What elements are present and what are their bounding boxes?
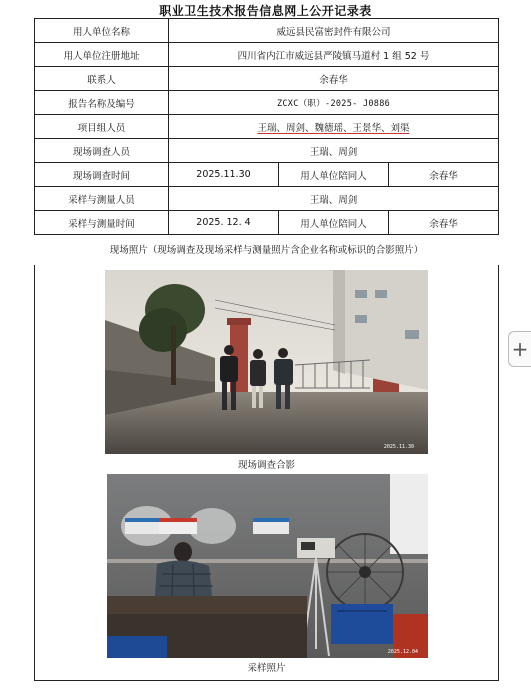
site-survey-caption: 现场调查合影 <box>237 460 295 471</box>
table-row <box>35 139 499 163</box>
team-value: 王瑞、周剑、魏德瑶、王景华、刘渠 <box>169 115 499 139</box>
sampling-people-label: 采样与测量人员 <box>35 187 169 211</box>
sampling-time-label: 采样与测量时间 <box>35 211 169 235</box>
table-row <box>35 43 499 67</box>
photo-timestamp: 2025.12.04 <box>387 649 418 655</box>
survey-people-label: 现场调查人员 <box>35 139 169 163</box>
survey-time-value: 2025.11.30 <box>169 163 279 187</box>
accompany-label: 用人单位陪同人 <box>279 163 389 187</box>
sampling-caption: 采样照片 <box>247 663 286 674</box>
address-label: 用人单位注册地址 <box>35 43 169 67</box>
sampling-time-value: 2025. 12. 4 <box>169 211 279 235</box>
table-row <box>35 187 499 211</box>
table-row <box>35 91 499 115</box>
contact-value: 余春华 <box>169 67 499 91</box>
accompany-label: 用人单位陪同人 <box>279 211 389 235</box>
employer-value: 威远县民富密封件有限公司 <box>169 19 499 43</box>
table-row <box>35 115 499 139</box>
document-title: 职业卫生技术报告信息网上公开记录表 <box>159 4 372 18</box>
table-row <box>35 67 499 91</box>
photo-timestamp: 2025.11.30 <box>383 444 414 450</box>
report-value: ZCXC（职）-2025- J0886 <box>169 91 499 115</box>
sampling-people-value: 王瑞、周剑 <box>169 187 499 211</box>
accompany-value: 余春华 <box>389 211 499 235</box>
table-row <box>35 19 499 43</box>
contact-label: 联系人 <box>35 67 169 91</box>
table-row <box>35 163 499 187</box>
survey-people-value: 王瑞、周剑 <box>169 139 499 163</box>
team-label: 项目组人员 <box>35 115 169 139</box>
table-row <box>35 211 499 235</box>
survey-time-label: 现场调查时间 <box>35 163 169 187</box>
report-label: 报告名称及编号 <box>35 91 169 115</box>
info-table <box>34 18 499 235</box>
site-survey-photo <box>105 270 428 454</box>
sampling-photo <box>107 474 428 658</box>
employer-label: 用人单位名称 <box>35 19 169 43</box>
address-value: 四川省内江市威远县严陵镇马道村 1 组 52 号 <box>169 43 499 67</box>
accompany-value: 余春华 <box>389 163 499 187</box>
add-button[interactable]: + <box>508 331 531 367</box>
photo-section-caption: 现场照片（现场调查及现场采样与测量照片含企业名称或标识的合影照片） <box>109 245 424 256</box>
